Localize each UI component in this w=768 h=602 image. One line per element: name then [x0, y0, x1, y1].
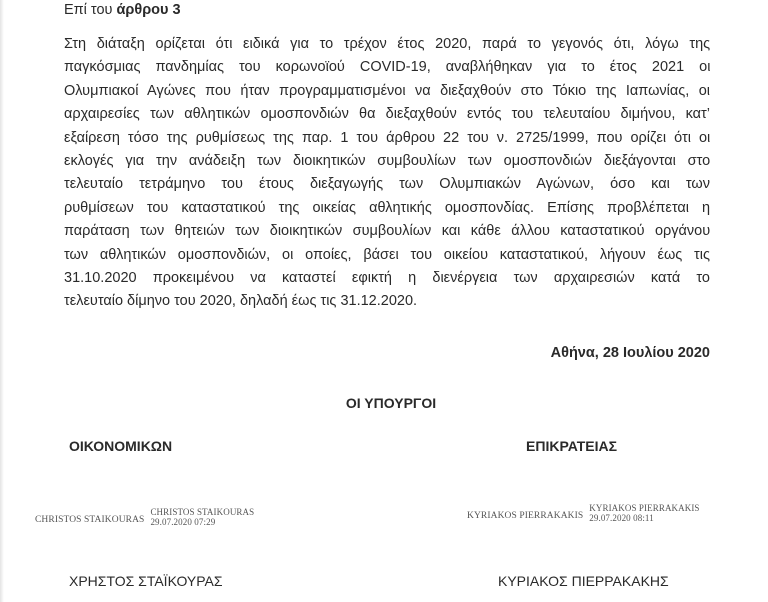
ministry-finance: ΟΙΚΟΝΟΜΙΚΩΝ	[69, 438, 173, 454]
signature-timestamp: 29.07.2020 08:11	[589, 512, 654, 523]
paragraph-line: εξαίρεση τόσο της ρυθμίσεως της παρ. 1 του άρθρου 22 του ν. 2725/1999, που ορίζει ότι οι	[64, 129, 711, 146]
signer-name-right: ΚΥΡΙΑΚΟΣ ΠΙΕΡΡΑΚΑΚΗΣ	[498, 573, 669, 589]
body-paragraph	[64, 33, 710, 314]
signer-name-left: ΧΡΗΣΤΟΣ ΣΤΑΪΚΟΥΡΑΣ	[69, 573, 223, 589]
paragraph-line: εκλογές για την ανάδειξη των διοικητικών συμβουλίων των ομοσπονδιών διεξάγονται στο	[64, 152, 711, 169]
paragraph-line: αρχαιρεσίες των αθλητικών ομοσπονδιών θα διεξαχθούν εντός του τελευταίου διμήνου, κατ’	[64, 106, 710, 123]
signature-name-stamp: CHRISTOS STAIKOURAS	[35, 515, 145, 525]
digital-signature-left	[35, 508, 254, 527]
signature-detail	[150, 508, 254, 527]
ministry-state: ΕΠΙΚΡΑΤΕΙΑΣ	[526, 438, 617, 454]
section-heading	[64, 2, 181, 18]
page-edge-shadow	[0, 0, 4, 602]
place-date: Αθήνα, 28 Ιουλίου 2020	[550, 345, 710, 361]
paragraph-line: τελευταίο τετράμηνο του έτους διεξαγωγής των Ολυμπιακών Αγώνων, όσο και των	[64, 176, 710, 193]
section-heading-article: άρθρου 3	[116, 2, 181, 18]
signature-detail	[589, 504, 699, 523]
paragraph-line: Ολυμπιακοί Αγώνες που ήταν προγραμματισμένοι να διεξαχθούν στο Τόκιο της Ιαπωνίας, οι	[64, 82, 710, 99]
paragraph-line: παράταση των θητειών των διοικητικών συμβουλίων και κάθε άλλου καταστατικού οργάνου	[64, 223, 711, 240]
digital-signature-right	[467, 504, 700, 523]
signature-detail-name: KYRIAKOS PIERRAKAKIS	[589, 503, 700, 513]
paragraph-line: τελευταίο δίμηνο του 2020, δηλαδή έως τις 31.12.2020.	[64, 293, 418, 310]
paragraph-line: Στη διάταξη ορίζεται ότι ειδικά για το τρέχον έτος 2020, παρά το γεγονός ότι, λόγω της	[64, 36, 711, 52]
signature-name-stamp: KYRIAKOS PIERRAKAKIS	[467, 511, 584, 521]
section-heading-prefix: Επί του	[64, 2, 117, 18]
paragraph-line: των αθλητικών ομοσπονδιών, οι οποίες, βάσει του οικείου καταστατικού, λήγουν έως τις	[64, 246, 710, 263]
ministers-title: ΟΙ ΥΠΟΥΡΓΟΙ	[345, 395, 437, 411]
paragraph-line: ρυθμίσεων του καταστατικού της οικείας αθλητικής ομοσπονδίας. Επίσης προβλέπεται η	[64, 199, 711, 216]
signature-timestamp: 29.07.2020 07:29	[150, 516, 216, 527]
paragraph-line: παγκόσμιας πανδημίας του κορωνοϊού COVID-19, αναβλήθηκαν για το έτος 2021 οι	[64, 59, 711, 76]
paragraph-line: 31.10.2020 προκειμένου να καταστεί εφικτή η διενέργεια των αρχαιρεσιών κατά το	[64, 269, 710, 286]
signature-detail-name: CHRISTOS STAIKOURAS	[150, 507, 255, 517]
